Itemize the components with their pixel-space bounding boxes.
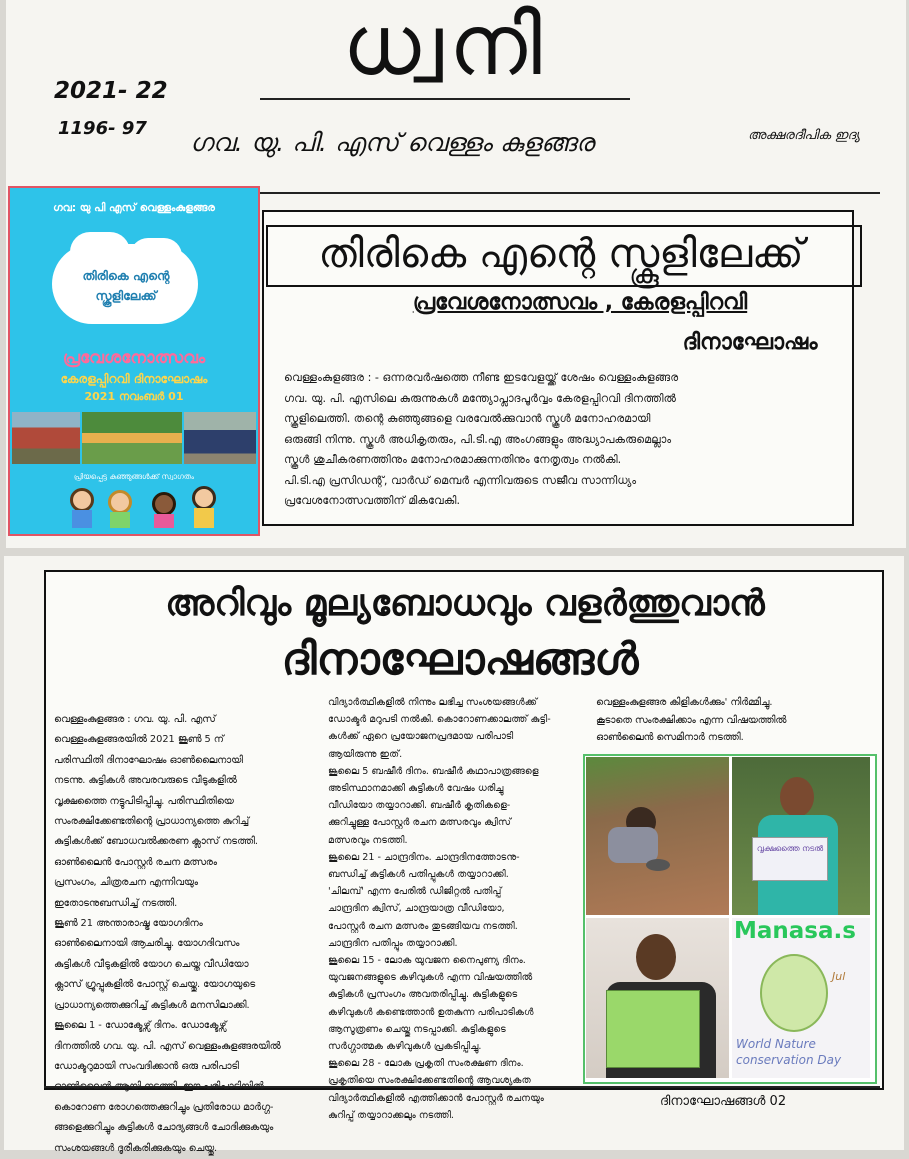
poster-students-photo	[184, 412, 256, 464]
article-1-subhead: പ്രവേശനോത്സവം , കേരളപ്പിറവി	[412, 290, 748, 315]
article-2-column-2: വിദ്യാർത്ഥികളിൽ നിന്നും ലഭിച്ച സംശയങ്ങൾക്ക് ഡോക്ടർ മറുപടി നൽകി. കൊറോണക്കാലത്ത് കുട്ടി- കൾക്ക് ഏറെ പ്രയോജനപ്രദമായ പരിപാടി ആയിരുന്നു ഇത്. ജൂലൈ 5 ബഷീർ ദിനം. ബഷീർ കഥാപാത്രങ്ങളെ അടിസ്ഥാനമാക്കി കുട്ടികൾ വേഷം ധരിച്ചു വീഡിയോ തയ്യാറാക്കി. ബഷീർ കൃതികളെ- ക്കുറിച്ചുള്ള പോസ്റ്റർ രചന മത്സരവും ക്വിസ് മത്സരവും നടത്തി. ജൂലൈ 21 - ചാന്ദ്രദിനം. ചാന്ദ്രദിനത്തോടനു- ബന്ധിച്ച് കുട്ടികൾ പതിപ്പുകൾ തയ്യാറാക്കി. 'ചിലമ്പ്' എന്ന പേരിൽ ഡിജിറ്റൽ പതിപ്പ് ചാന്ദ്രദിന ക്വിസ്, ചാന്ദ്രയാത്ര വീഡിയോ, പോസ്റ്റർ രചന മത്സരം തുടങ്ങിയവ നടത്തി. ചാന്ദ്രദിന പതിപ്പും തയ്യാറാക്കി. ജൂലൈ 15 - ലോക യുവജന നൈപുണ്യ ദിനം. യുവജനങ്ങളുടെ കഴിവുകൾ എന്ന വിഷയത്തിൽ കുട്ടികൾ പ്രസംഗം അവതരിപ്പിച്ചു. കുട്ടികളുടെ കഴിവുകൾ കണ്ടെത്താൻ ഉതകുന്ന പരിപാടികൾ ആസൂത്രണം ചെയ്തു നടപ്പാക്കി. കുട്ടികളുടെ സർഗ്ഗാത്മക കഴിവുകൾ പ്രകടിപ്പിച്ചു. ജൂലൈ 28 - ലോക പ്രകൃതി സംരക്ഷണ ദിനം. പ്രകൃതിയെ സംരക്ഷിക്കേണ്ടതിന്റെ ആവശ്യകത വിദ്യാർത്ഥികളിൽ എത്തിക്കാൻ പോസ്റ്റർ രചനയും കുറിപ്പ് തയ്യാറാക്കലും നടത്തി.	[328, 697, 551, 1121]
event-poster	[8, 186, 260, 536]
poster-event: പ്രവേശനോത്സവം	[62, 348, 206, 368]
page-footer: ദിനാഘോഷങ്ങൾ 02	[660, 1094, 787, 1109]
photo-boy-card	[732, 757, 870, 915]
leaf-drawing	[760, 954, 828, 1032]
article-2-column-1: വെള്ളംകുളങ്ങര : ഗവ. യു. പി. എസ് വെള്ളംകുളങ്ങരയിൽ 2021 ജൂൺ 5 ന് പരിസ്ഥിതി ദിനാഘോഷം ഓൺലൈനായി നടന്നു. കുട്ടികൾ അവരവരുടെ വീടുകളിൽ വൃക്ഷത്തൈ നട്ടുപിടിപ്പിച്ചു. പരിസ്ഥിതിയെ സംരക്ഷിക്കേണ്ടതിന്റെ പ്രാധാന്യത്തെ കുറിച്ച് കുട്ടികൾക്ക് ബോധവൽക്കരണ ക്ലാസ് നടത്തി. ഓൺലൈൻ പോസ്റ്റർ രചന മത്സരം പ്രസംഗം, ചിത്രരചന എന്നിവയും ഇതോടനുബന്ധിച്ച് നടത്തി. ജൂൺ 21 അന്താരാഷ്ട്ര യോഗദിനം ഓൺലൈനായി ആചരിച്ചു. യോഗദിവസം കുട്ടികൾ വീടുകളിൽ യോഗ ചെയ്ത വീഡിയോ ക്ലാസ് ഗ്രൂപ്പുകളിൽ പോസ്റ്റ് ചെയ്തു. യോഗയുടെ പ്രാധാന്യത്തെക്കുറിച്ച് കുട്ടികൾ മനസിലാക്കി. ജൂലൈ 1 - ഡോക്ടേഴ്സ് ദിനം. ഡോക്ടേഴ്സ് ദിനത്തിൽ ഗവ. യു. പി. എസ് വെള്ളംകുളങ്ങരയിൽ ഡോക്ടറുമായി സംവദിക്കാൻ ഒരു പരിപാടി കൊറോണ രോഗത്തെക്കുറിച്ചും പ്രതിരോധ മാർഗ്ഗ- ങ്ങളെക്കുറിച്ചും കുട്ടികൾ ചോദ്യങ്ങൾ ചോദിക്കുകയും സംശയങ്ങൾ ദൂരീകരിക്കുകയും ചെയ്തു.	[54, 714, 281, 1154]
poster-school: ഗവ: യു പി എസ് വെള്ളംകുളങ്ങര	[53, 202, 215, 214]
right-note: അക്ഷരദീപിക ഇദ്യ	[748, 128, 860, 143]
article-1-subhead-2: ദിനാഘോഷം	[682, 330, 818, 355]
kid-icon-body	[72, 510, 92, 528]
poster-date: 2021 നവംബർ 01	[84, 390, 184, 403]
kid-icon-body	[110, 512, 130, 528]
kid-icon	[152, 492, 176, 516]
kid-icon	[108, 490, 132, 514]
poster-cloud-text: തിരികെ എന്റെ സ്കൂളിലേക്ക്	[82, 268, 170, 303]
child-figure-body	[608, 827, 658, 863]
photo-drawing	[732, 918, 870, 1078]
drawing-caption: World Nature conservation Day	[736, 1037, 842, 1067]
photo-boy-leaf-card	[586, 918, 729, 1078]
article-2-footer-rule	[44, 1086, 880, 1088]
kid-icon-body	[194, 508, 214, 528]
photo-planting	[586, 757, 729, 915]
handmade-card: വൃക്ഷത്തൈ നടൽ	[752, 837, 828, 881]
poster-building-photo	[12, 412, 80, 464]
masthead-underline	[260, 98, 630, 100]
school-name: ഗവ. യു. പി. എസ് വെള്ളം കുളങ്ങര	[190, 128, 594, 157]
leaf-card	[606, 990, 700, 1068]
boy-head	[780, 777, 814, 817]
article-2-headline-1: അറിവും മൂല്യബോധവും വളർത്തുവാൻ	[165, 583, 765, 624]
poster-subtitle: കേരളപ്പിറവി ദിനാഘോഷം	[60, 372, 208, 386]
plant-name-label: Manasa.s	[734, 918, 856, 944]
article-2-headline-2: ദിനാഘോഷങ്ങൾ	[281, 634, 639, 685]
poster-garden-photo	[82, 412, 182, 464]
kid-icon	[70, 488, 94, 512]
article-2-column-3-top: വെള്ളംകുളങ്ങര കിളികൾക്കും' നിർമ്മിച്ചു. കൂടാതെ സംരക്ഷിക്കാം എന്ന വിഷയത്തിൽ ഓൺലൈൻ സെമിനാർ നടത്തി.	[596, 697, 787, 743]
article-1-body: വെള്ളംകുളങ്ങര : - ഒന്നരവർഷത്തെ നീണ്ട ഇടവേളയ്ക്ക് ശേഷം വെള്ളംകുളങ്ങര ഗവ. യു. പി. എസിലെ കുരുന്നുകൾ മന്ത്യോപ്ലാദപൂർവ്വം കേരളപ്പിറവി ദിനത്തിൽ സ്കൂളിലെത്തി. തന്റെ കുഞ്ഞുങ്ങളെ വരവേൽക്കുവാൻ സ്കൂൾ മനോഹരമായി ഒരുങ്ങി നിന്നു. സ്കൂൾ അധികൃതരും, പി.ടി.എ അംഗങ്ങളും അദ്ധ്യാപകരുമെല്ലാം സ്കൂൾ ശുചീകരണത്തിനും മനോഹരമാക്കുന്നതിനും നേതൃത്വം നൽകി. പി.ടി.എ പ്രസിഡന്റ്, വാർഡ് മെമ്പർ എന്നിവരുടെ സജീവ സാന്നിധ്യം പ്രവേശനോത്സവത്തിന് മികവേകി.	[284, 371, 679, 507]
pot-icon	[646, 859, 670, 871]
masthead-title: ധ്വനി	[342, 0, 548, 94]
year-label: 2021- 22	[54, 78, 168, 104]
article-1-headline: തിരികെ എന്റെ സ്കൂളിലേക്ക്	[318, 231, 804, 277]
kid-icon	[192, 486, 216, 510]
boy-head	[636, 934, 676, 980]
malayalam-year-label: 1196- 97	[58, 118, 147, 139]
drawing-signature: Jul	[832, 970, 846, 983]
poster-footer: പ്രിയപ്പെട്ട കുഞ്ഞുങ്ങൾക്ക് സ്വാഗതം	[73, 472, 195, 481]
kid-icon-body	[154, 514, 174, 528]
